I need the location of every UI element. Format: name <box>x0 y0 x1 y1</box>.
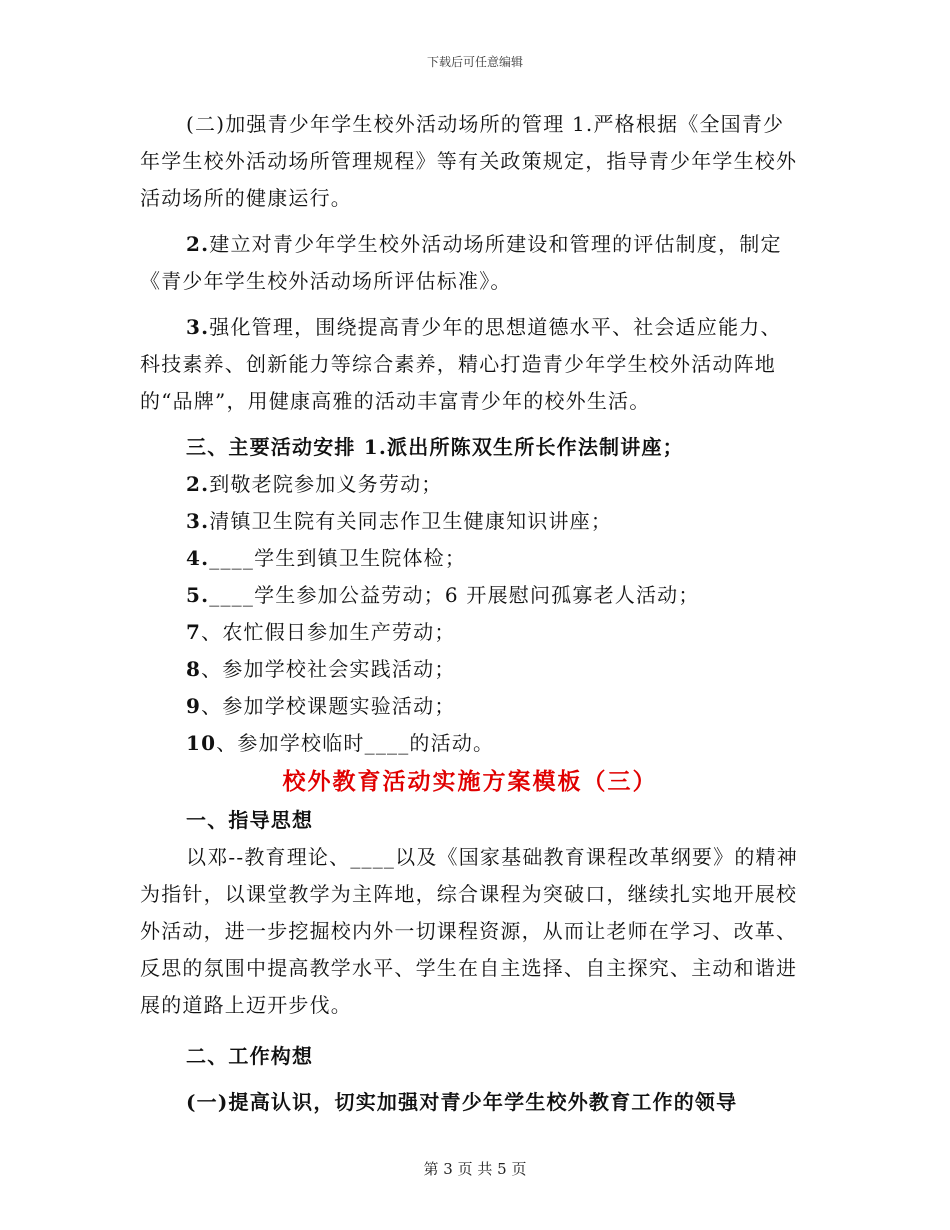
item-number: 10 <box>186 731 217 755</box>
item-text: 、农忙假日参加生产劳动； <box>201 620 456 644</box>
document-title: 校外教育活动实施方案模板（三） <box>282 768 658 795</box>
item-text: 清镇卫生院有关同志作卫生健康知识讲座； <box>209 509 613 533</box>
page-header-note: 下载后可任意编辑 <box>426 55 523 69</box>
item-text: 、参加学校社会实践活动； <box>201 657 456 681</box>
section-heading-guiding: 一、指导思想 <box>186 808 314 832</box>
item-text: 到敬老院参加义务劳动； <box>209 472 443 496</box>
paragraph-strengthen <box>140 309 800 420</box>
item-number: 7 <box>186 620 202 644</box>
item-number: 8 <box>186 657 202 681</box>
list-item <box>140 540 800 577</box>
item-number: 5. <box>186 583 210 607</box>
item-number: 3. <box>186 315 210 339</box>
item-text: 强化管理，围绕提高青少年的思想道德水平、社会适应能力、科技素养、创新能力等综合素养，精心打造青少年学生校外活动阵地的“品牌”，用健康高雅的活动丰富青少年的校外生活。 <box>140 315 782 413</box>
page-number: 第 3 页 共 5 页 <box>423 1160 527 1178</box>
list-item <box>140 466 800 503</box>
item-number: 2. <box>186 232 210 256</box>
paragraph-management: (二)加强青少年学生校外活动场所的管理 1.严格根据《全国青少年学生校外活动场所管理规程》等有关政策规定，指导青少年学生校外活动场所的健康运行。 <box>140 112 798 210</box>
document-body <box>140 106 800 1121</box>
list-item <box>140 503 800 540</box>
section-heading-activities: 三、主要活动安排 1.派出所陈双生所长作法制讲座； <box>186 435 684 459</box>
item-number: 2. <box>186 472 210 496</box>
item-text: 、参加学校课题实验活动； <box>201 694 456 718</box>
list-item <box>140 688 800 725</box>
section-heading-work-plan: 二、工作构想 <box>186 1044 314 1068</box>
item-text: ____学生到镇卫生院体检； <box>209 546 467 570</box>
item-number: 3. <box>186 509 210 533</box>
list-item <box>140 651 800 688</box>
list-item <box>140 614 800 651</box>
item-number: 4. <box>186 546 210 570</box>
item-text: ____学生参加公益劳动；6 开展慰问孤寡老人活动； <box>209 583 700 607</box>
item-text: 、参加学校临时____的活动。 <box>216 731 495 755</box>
item-text: 建立对青少年学生校外活动场所建设和管理的评估制度，制定《青少年学生校外活动场所评估标准》。 <box>140 232 782 293</box>
list-item <box>140 725 800 762</box>
paragraph-evaluation <box>140 226 800 300</box>
list-item <box>140 577 800 614</box>
subsection-heading-leadership: (一)提高认识，切实加强对青少年学生校外教育工作的领导 <box>186 1090 738 1114</box>
item-number: 9 <box>186 694 202 718</box>
paragraph-guiding: 以邓--教育理论、____以及《国家基础教育课程改革纲要》的精神为指针，以课堂教学为主阵地，综合课程为突破口，继续扎实地开展校外活动，进一步挖掘校内外一切课程资源，从而让老师在学习、改革、反思的氛围中提高教学水平、学生在自主选择、自主探究、主动和谐进展的道路上迈开步伐。 <box>140 845 798 1017</box>
